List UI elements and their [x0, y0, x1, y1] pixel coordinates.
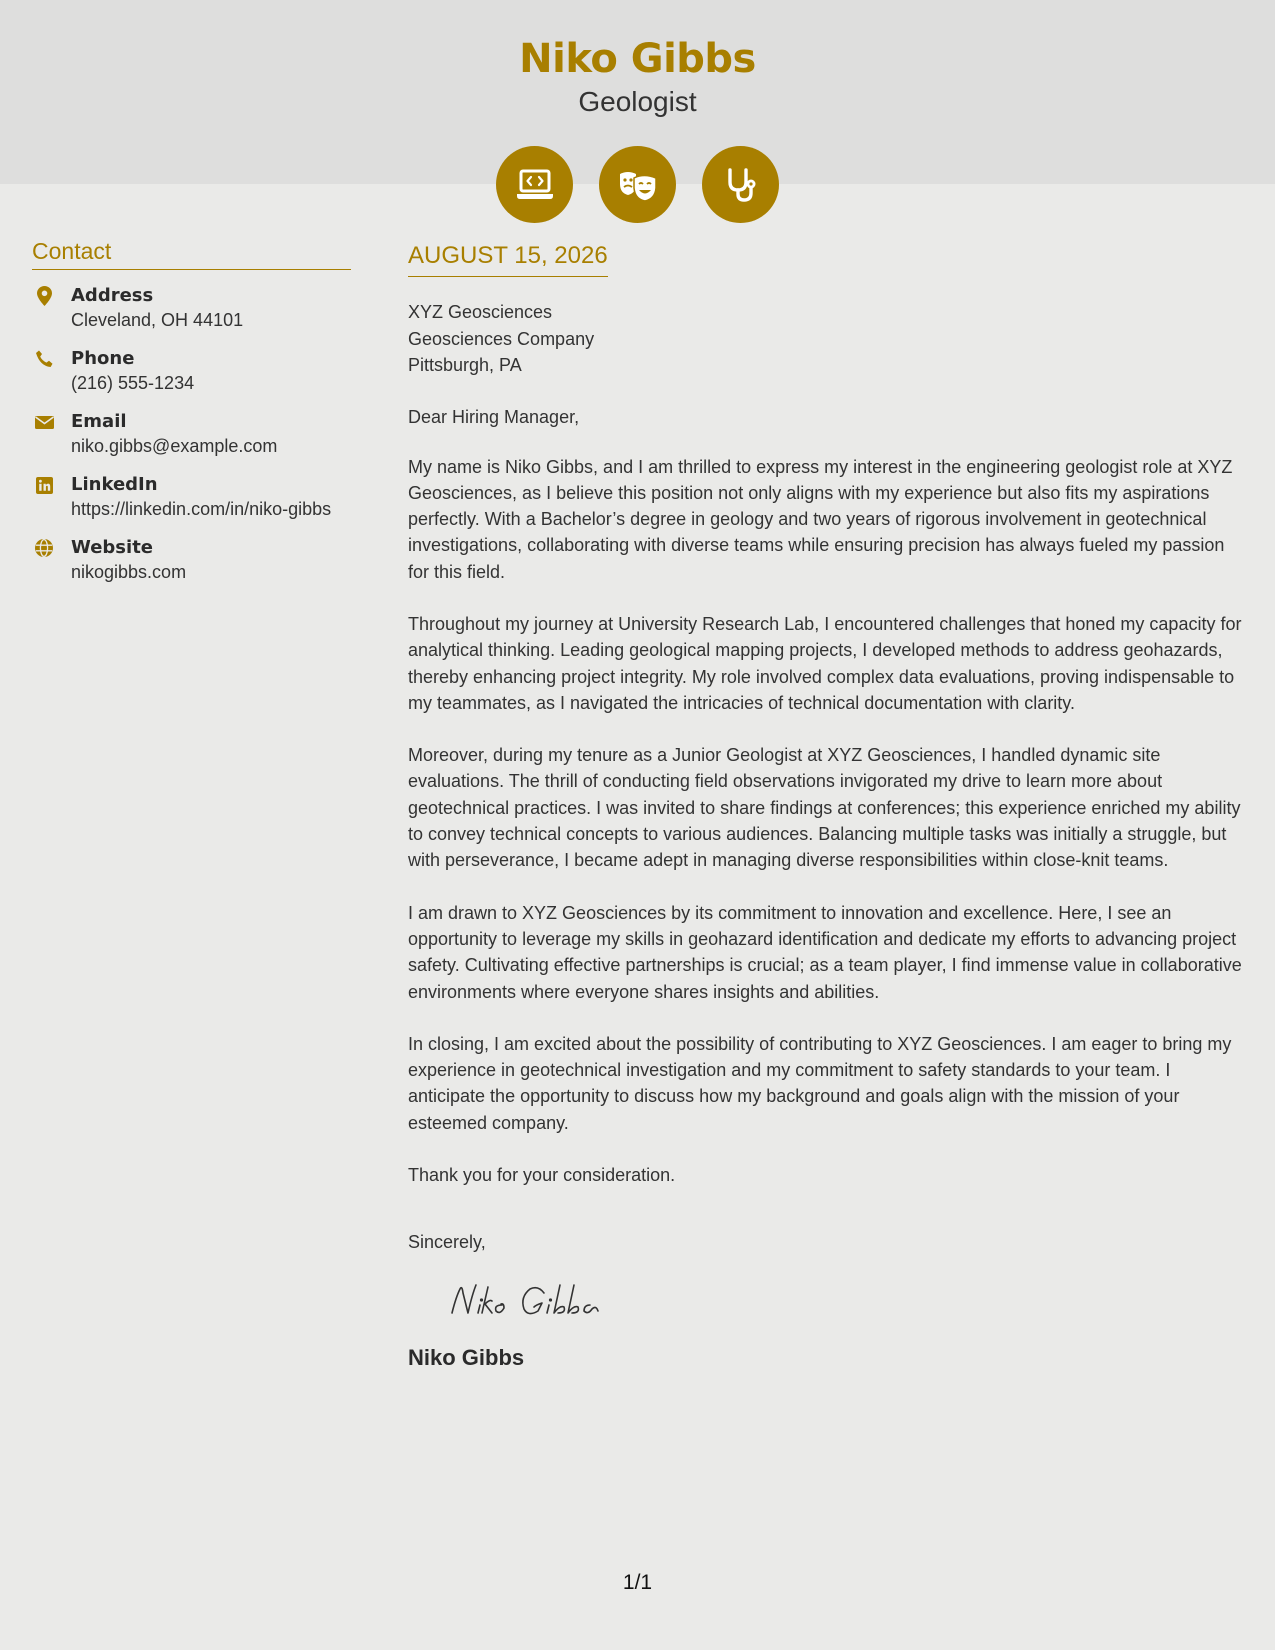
contact-heading: Contact	[32, 238, 351, 270]
phone-value: (216) 555-1234	[71, 373, 195, 393]
job-title: Geologist	[578, 86, 697, 117]
page-indicator: 1/1	[622, 1571, 653, 1594]
contact-label: Address	[71, 285, 154, 306]
letter-date: AUGUST 15, 2026	[408, 242, 608, 277]
contact-address	[32, 283, 351, 333]
laptop-code-icon	[496, 146, 573, 223]
contact-website	[32, 535, 351, 585]
contact-linkedin	[32, 472, 351, 522]
candidate-name: Niko Gibbs	[519, 36, 756, 82]
linkedin-value[interactable]: https://linkedin.com/in/niko-gibbs	[71, 499, 332, 519]
letter-paragraph: In closing, I am excited about the possibility of contributing to XYZ Geosciences. I am eager to bring my experience in geotechnical investigation and my commitment to safety standards to your team. I anticipate the opportunity to discuss how my background and goals align with the mission of your esteemed company.	[408, 1033, 1232, 1133]
signer-name: Niko Gibbs	[408, 1345, 525, 1371]
contact-sidebar	[32, 238, 351, 585]
recipient-line: XYZ Geosciences	[408, 302, 553, 322]
email-value[interactable]: niko.gibbs@example.com	[71, 436, 278, 456]
letter-body	[408, 242, 1248, 1371]
contact-phone	[32, 346, 351, 396]
recipient-line: Pittsburgh, PA	[408, 355, 522, 375]
contact-label: Website	[71, 537, 154, 558]
globe-icon	[34, 538, 54, 558]
linkedin-icon	[34, 475, 54, 495]
handwritten-signature	[446, 1271, 1248, 1331]
interest-icons	[0, 146, 1275, 223]
letter-paragraph: I am drawn to XYZ Geosciences by its commitment to innovation and excellence. Here, I see an opportunity to leverage my skills in geohazard identification and dedicate my efforts to advancing project safety. Cultivating effective partnerships is crucial; as a team player, I find immense value in collaborative environments where everyone shares insights and abilities.	[408, 902, 1242, 1002]
letter-paragraph: Moreover, during my tenure as a Junior Geologist at XYZ Geosciences, I handled dynamic site evaluations. The thrill of conducting field observations invigorated my drive to learn more about geotechnical practices. I was invited to share findings at conferences; this experience enriched my ability to convey technical concepts to various audiences. Balancing multiple tasks was initially a struggle, but with perseverance, I became adept in managing diverse responsibilities within close-knit teams.	[408, 745, 1241, 871]
phone-icon	[34, 349, 54, 369]
contact-label: Email	[71, 411, 127, 432]
letter-paragraph: Throughout my journey at University Research Lab, I encountered challenges that honed my capacity for analytical thinking. Leading geological mapping projects, I developed methods to address geohazards, thereby enhancing project integrity. My role involved complex data evaluations, proving indispensable to my teammates, as I navigated the intricacies of technical documentation with clarity.	[408, 613, 1242, 713]
contact-label: Phone	[71, 348, 135, 369]
salutation: Dear Hiring Manager,	[408, 406, 580, 427]
recipient-line: Geosciences Company	[408, 328, 595, 349]
contact-email	[32, 409, 351, 459]
location-pin-icon	[34, 286, 54, 306]
closing: Sincerely,	[408, 1232, 486, 1253]
website-value[interactable]: nikogibbs.com	[71, 562, 187, 582]
masks-theater-icon	[599, 146, 676, 223]
letter-paragraph: Thank you for your consideration.	[408, 1165, 676, 1186]
stethoscope-icon	[702, 146, 779, 223]
contact-label: LinkedIn	[71, 474, 158, 495]
letter-paragraph: My name is Niko Gibbs, and I am thrilled to express my interest in the engineering geologist role at XYZ Geosciences, as I believe this position not only aligns with my experience but also fits my aspirations perfectly. With a Bachelor’s degree in geology and two years of rigorous involvement in geotechnical investigations, collaborating with diverse teams while ensuring precision has always fueled my passion for this field.	[408, 456, 1233, 582]
envelope-icon	[34, 412, 54, 432]
address-value: Cleveland, OH 44101	[71, 310, 244, 330]
recipient-block	[408, 299, 1248, 379]
